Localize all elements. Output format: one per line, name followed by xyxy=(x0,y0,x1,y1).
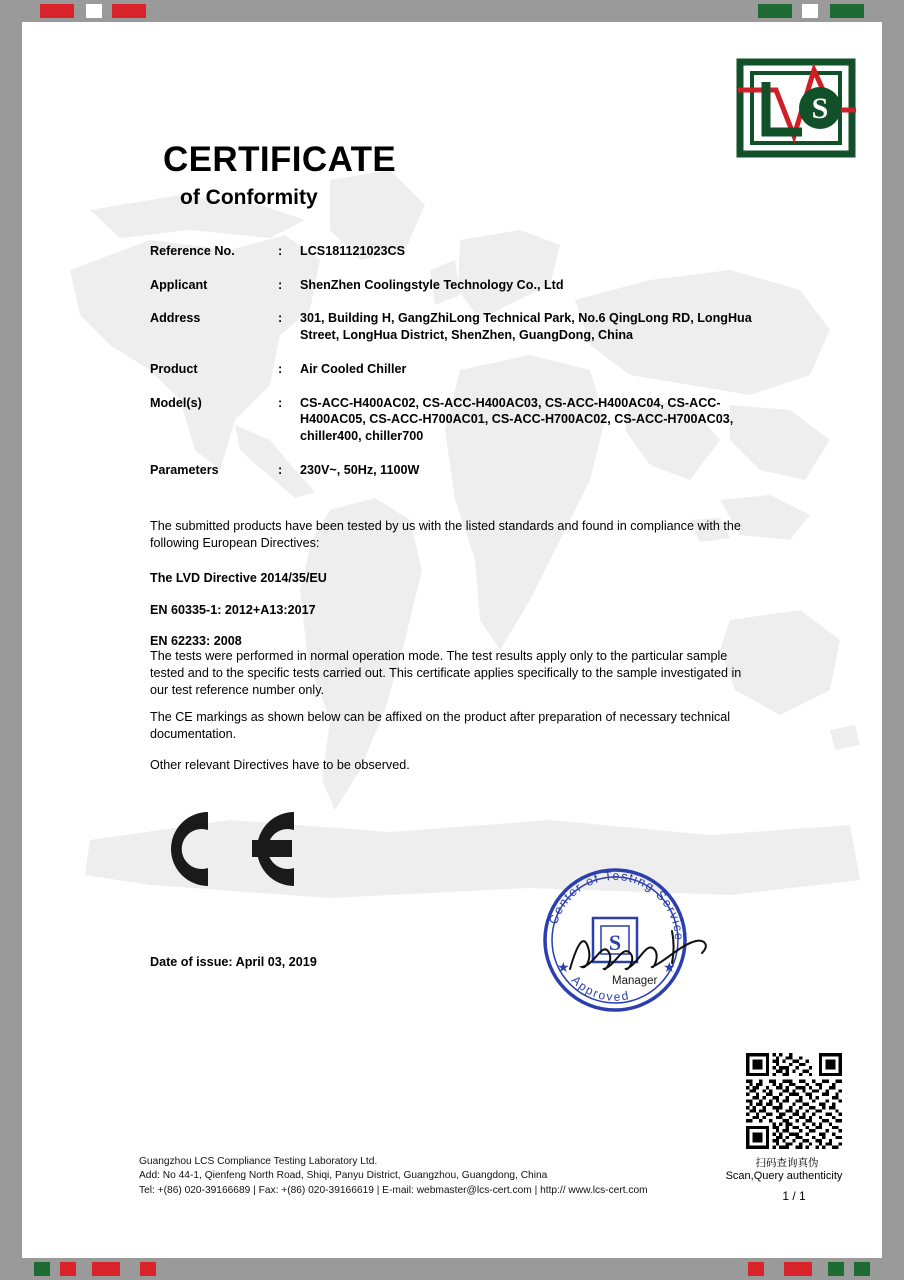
field-value: ShenZhen Coolingstyle Technology Co., Ltd xyxy=(300,277,564,292)
field-colon: : xyxy=(278,395,283,410)
field-label: Applicant xyxy=(150,277,208,292)
field-label: Parameters xyxy=(150,462,219,477)
field-colon: : xyxy=(278,361,283,376)
svg-text:S: S xyxy=(811,92,829,125)
field-colon: : xyxy=(278,462,283,477)
field-value: 230V~, 50Hz, 1100W xyxy=(300,462,420,477)
svg-text:Center of Testing Service: Center of Testing Service xyxy=(546,868,687,942)
frame-right xyxy=(882,22,904,1258)
svg-text:★: ★ xyxy=(557,959,570,975)
ce-marking-block xyxy=(150,709,750,757)
directive-block xyxy=(150,570,750,601)
standard-line-2: EN 62233: 2008 xyxy=(150,634,242,649)
manager-label: Manager xyxy=(612,975,658,987)
paragraph-ce-marking: The CE markings as shown below can be affixed on the product after preparation of necessary technical documentation. xyxy=(150,710,731,742)
field-value: CS-ACC-H400AC02, CS-ACC-H400AC03, CS-ACC-H400AC04, CS-ACC-H400AC05, CS-ACC-H700AC01, CS-ACC-H700AC02, CS-ACC-H700AC03, chiller400, chiller700 xyxy=(300,395,734,444)
page-number: 1 / 1 xyxy=(782,1189,806,1203)
field-row-reference xyxy=(150,243,760,260)
paragraph-other-directives: Other relevant Directives have to be observed. xyxy=(150,758,410,772)
paragraph-test-conditions: The tests were performed in normal operation mode. The test results apply only to the particular sample tested and to the specific tests carried out. This certificate applies specifically to the sample investigated in our test reference number only. xyxy=(150,649,742,698)
field-row-product xyxy=(150,361,760,378)
frame-bottom xyxy=(0,1258,904,1280)
field-value: LCS181121023CS xyxy=(300,244,406,258)
footer-line-address: Add: No 44-1, Qienfeng North Road, Shiqi, Panyu District, Guangzhou, Guangdong, China xyxy=(139,1170,548,1182)
field-value: 301, Building H, GangZhiLong Technical Park, No.6 QingLong RD, LongHua Street, LongHua District, ShenZhen, GuangDong, China xyxy=(300,311,752,343)
certificate-fields xyxy=(150,243,760,496)
field-row-address xyxy=(150,310,760,343)
svg-text:S: S xyxy=(608,930,622,955)
qr-caption-chinese: 扫码查询真伪 xyxy=(755,1157,819,1169)
field-label: Product xyxy=(150,361,198,376)
footer xyxy=(139,1155,648,1198)
ce-mark-icon xyxy=(152,806,302,892)
page-title: CERTIFICATE xyxy=(163,140,397,179)
lcs-logo-icon xyxy=(736,58,856,158)
field-value: Air Cooled Chiller xyxy=(300,361,407,376)
page-subtitle: of Conformity xyxy=(180,186,318,209)
svg-text:★: ★ xyxy=(663,959,676,975)
field-colon: : xyxy=(278,277,283,292)
field-colon: : xyxy=(278,311,283,326)
field-row-models xyxy=(150,395,760,445)
field-label: Model(s) xyxy=(150,395,202,410)
directive-line: The LVD Directive 2014/35/EU xyxy=(150,571,327,585)
qr-caption-english: Scan,Query authenticity xyxy=(725,1170,843,1182)
standard-line-1: EN 60335-1: 2012+A13:2017 xyxy=(150,603,316,617)
footer-line-contact: Tel: +(86) 020-39166689 | Fax: +(86) 020-39166619 | E-mail: webmaster@lcs-cert.com | http:// www.lcs-cert.com xyxy=(139,1184,648,1196)
intro-paragraph: The submitted products have been tested by us with the listed standards and found in compliance with the following European Directives: xyxy=(150,519,741,551)
test-conditions-block xyxy=(150,648,750,713)
qr-code[interactable] xyxy=(746,1053,842,1149)
date-of-issue: Date of issue: April 03, 2019 xyxy=(150,955,317,969)
field-row-parameters xyxy=(150,462,760,479)
field-label: Address xyxy=(150,311,201,326)
intro-paragraph-block xyxy=(150,518,750,566)
field-label: Reference No. xyxy=(150,244,235,258)
frame-left xyxy=(0,22,22,1258)
field-colon: : xyxy=(278,244,283,258)
frame-top xyxy=(0,0,904,22)
field-row-applicant xyxy=(150,277,760,294)
footer-line-company: Guangzhou LCS Compliance Testing Laboratory Ltd. xyxy=(139,1156,378,1167)
svg-text:Approved: Approved xyxy=(568,972,632,1004)
other-directives-block xyxy=(150,757,750,788)
